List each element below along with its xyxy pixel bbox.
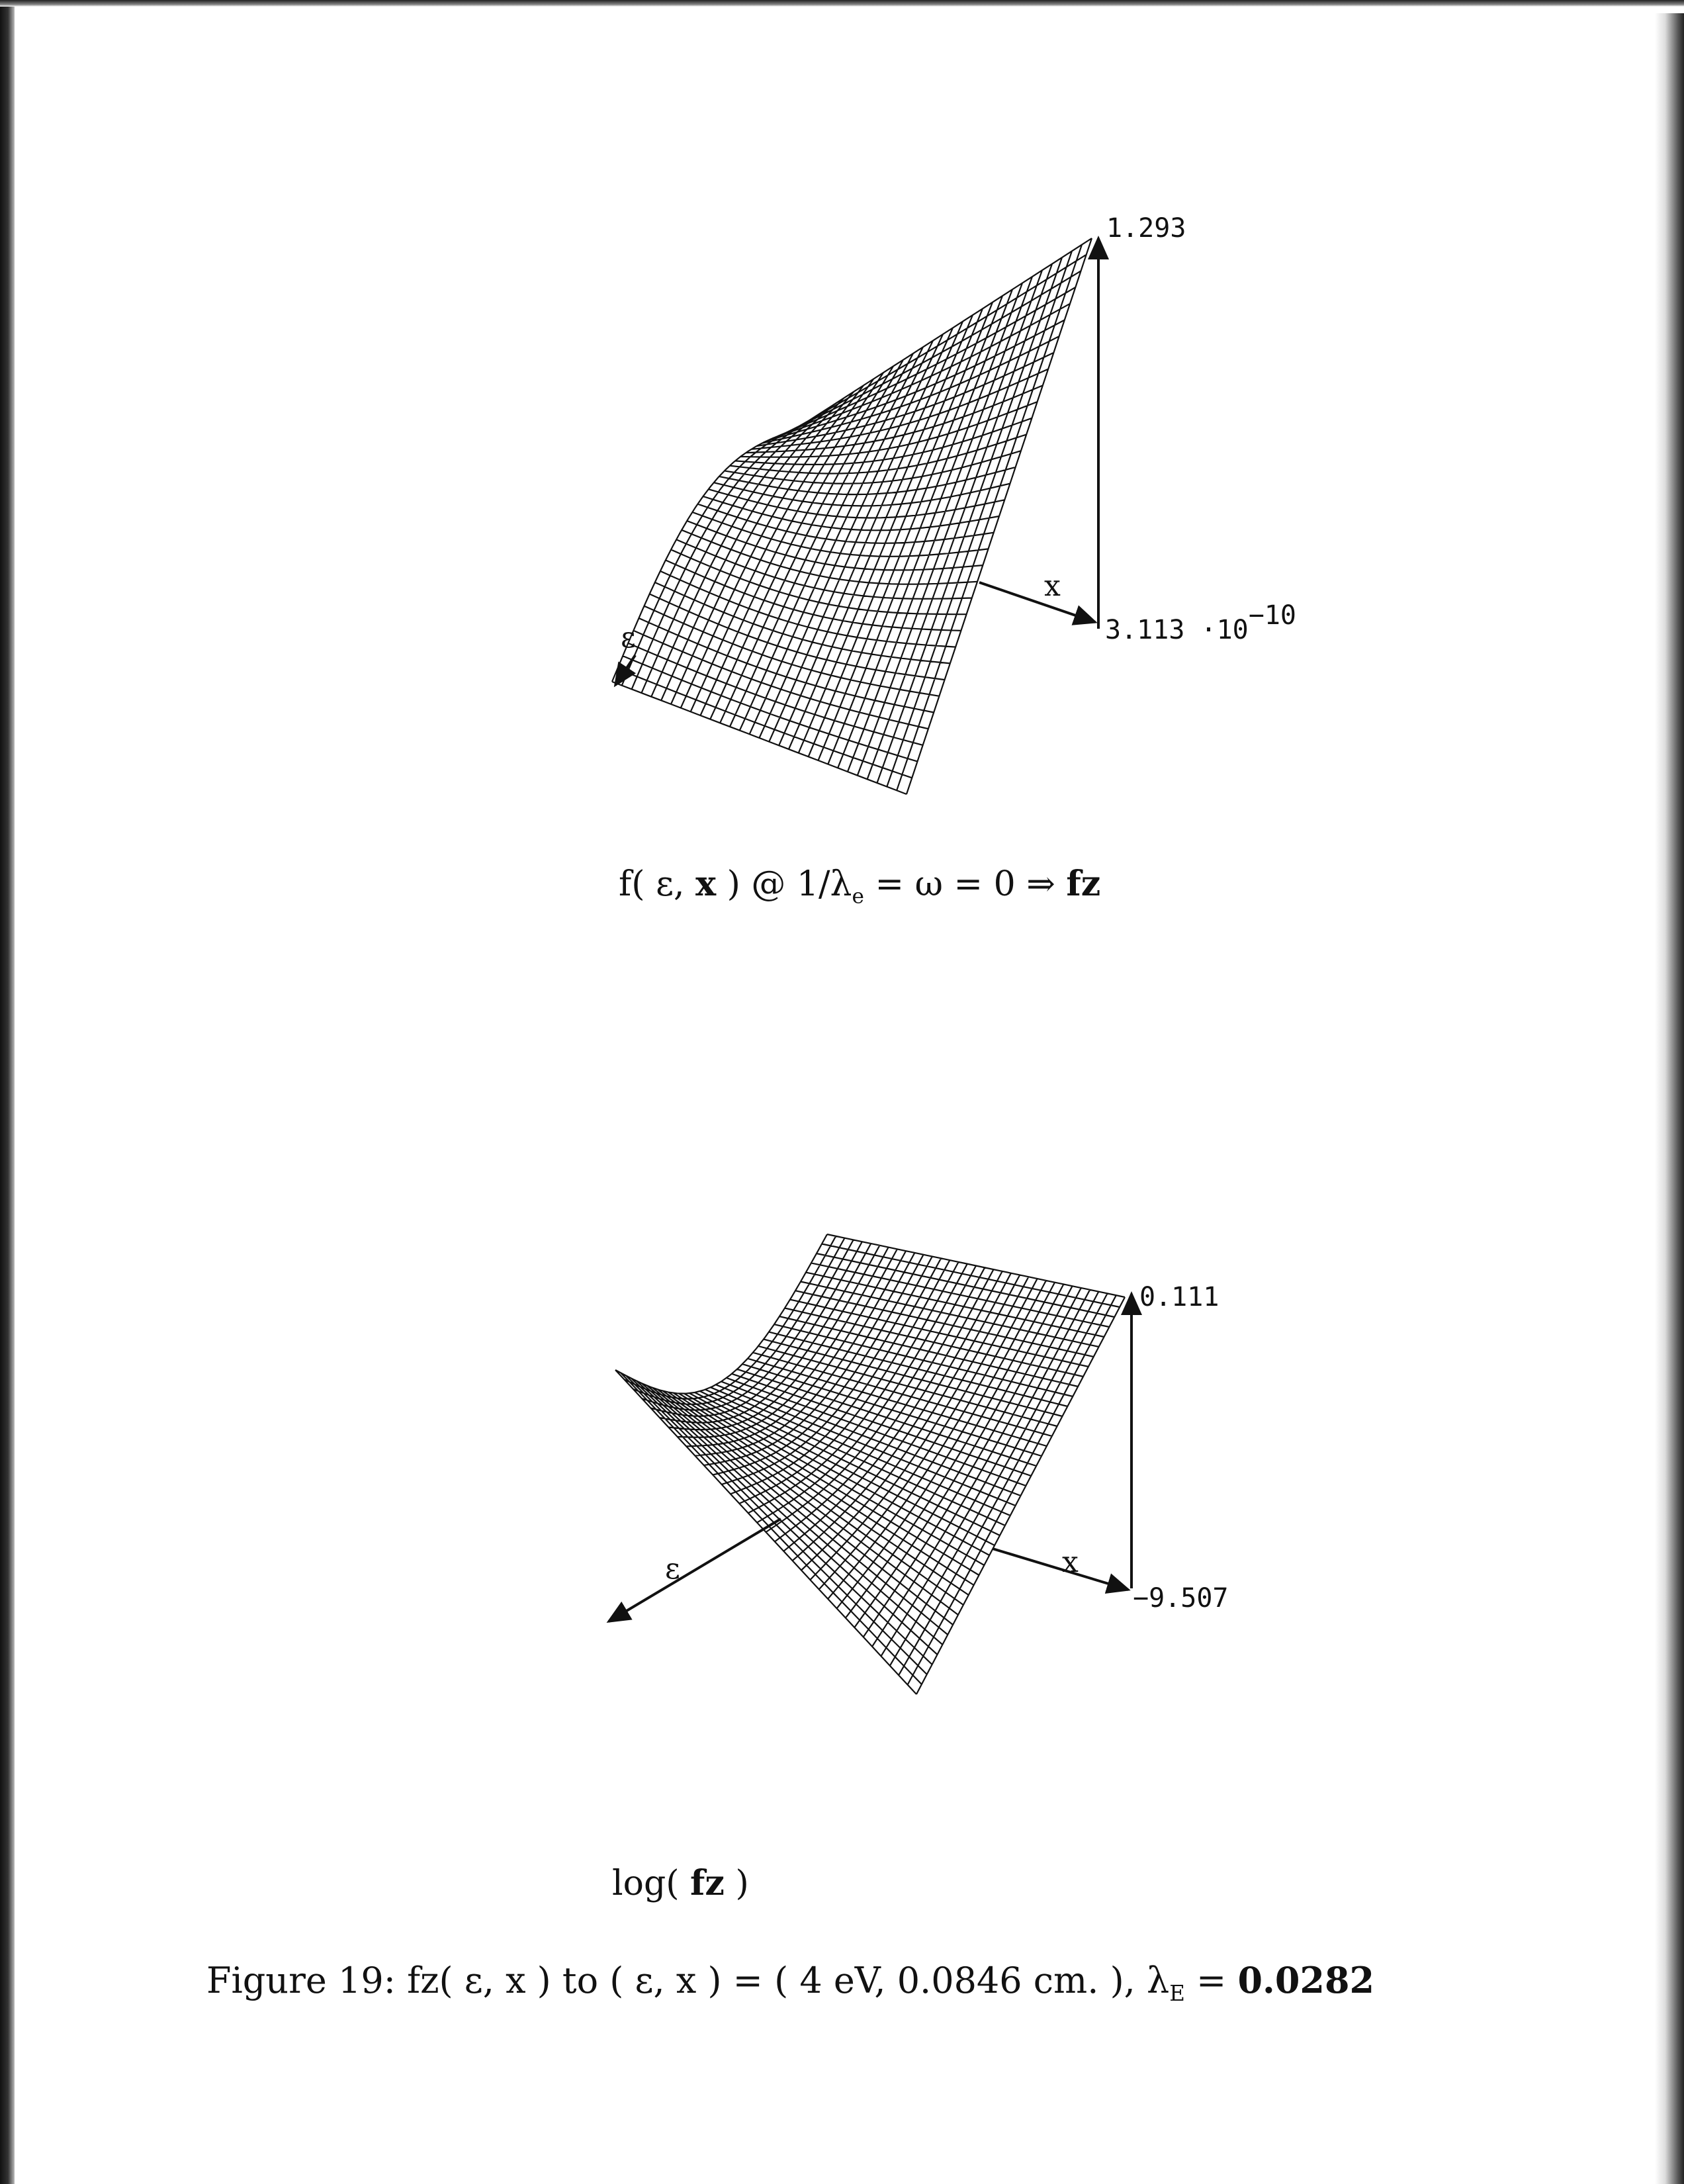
surface-mesh-2 bbox=[615, 1234, 1125, 1694]
x-axis-label-1: x bbox=[1044, 569, 1061, 603]
e-axis-label-1: ε bbox=[621, 621, 636, 655]
z-max-label-1: 1.293 bbox=[1106, 213, 1186, 244]
caption-2-fz: fz bbox=[690, 1863, 725, 1903]
caption-1-x: x bbox=[695, 864, 717, 904]
surface-plot-2 bbox=[609, 1234, 1229, 1694]
caption-1-lhs: f( ε, bbox=[619, 864, 696, 904]
z-min-mantissa-1: 3.113 ·10 bbox=[1105, 615, 1249, 645]
x-axis-label-2: x bbox=[1062, 1545, 1079, 1579]
caption-1-mid: ) @ 1/λ bbox=[716, 864, 852, 904]
e-axis-label-2: ε bbox=[665, 1552, 680, 1586]
figure-caption-value: 0.0282 bbox=[1237, 1959, 1375, 2001]
caption-1-rhs: = ω = 0 ⇒ bbox=[864, 864, 1067, 904]
caption-1-sub: e bbox=[852, 884, 864, 909]
caption-2-suffix: ) bbox=[724, 1864, 749, 1903]
surface-plot-1 bbox=[612, 213, 1296, 794]
figure-caption-eq: = bbox=[1184, 1960, 1238, 2001]
caption-2-prefix: log( bbox=[612, 1864, 691, 1903]
x-axis-arrow-1 bbox=[979, 582, 1095, 622]
e-axis-arrow-2 bbox=[609, 1519, 781, 1621]
z-max-label-2: 0.111 bbox=[1139, 1282, 1219, 1312]
z-min-exponent-1: −10 bbox=[1248, 600, 1296, 631]
caption-1-fz: fz bbox=[1066, 864, 1101, 904]
surface-mesh-1 bbox=[612, 238, 1092, 794]
figure-caption bbox=[206, 1959, 1374, 2006]
plot-1-caption bbox=[619, 864, 1100, 908]
z-min-label-2: −9.507 bbox=[1133, 1583, 1229, 1614]
figure-caption-sub: E bbox=[1169, 1980, 1185, 2006]
figure-caption-text: Figure 19: fz( ε, x ) to ( ε, x ) = ( 4 eV, 0.0846 cm. ), λ bbox=[206, 1960, 1170, 2001]
x-axis-arrow-2 bbox=[993, 1549, 1128, 1590]
z-min-label-1 bbox=[1105, 600, 1296, 645]
plot-2-caption bbox=[612, 1863, 749, 1903]
